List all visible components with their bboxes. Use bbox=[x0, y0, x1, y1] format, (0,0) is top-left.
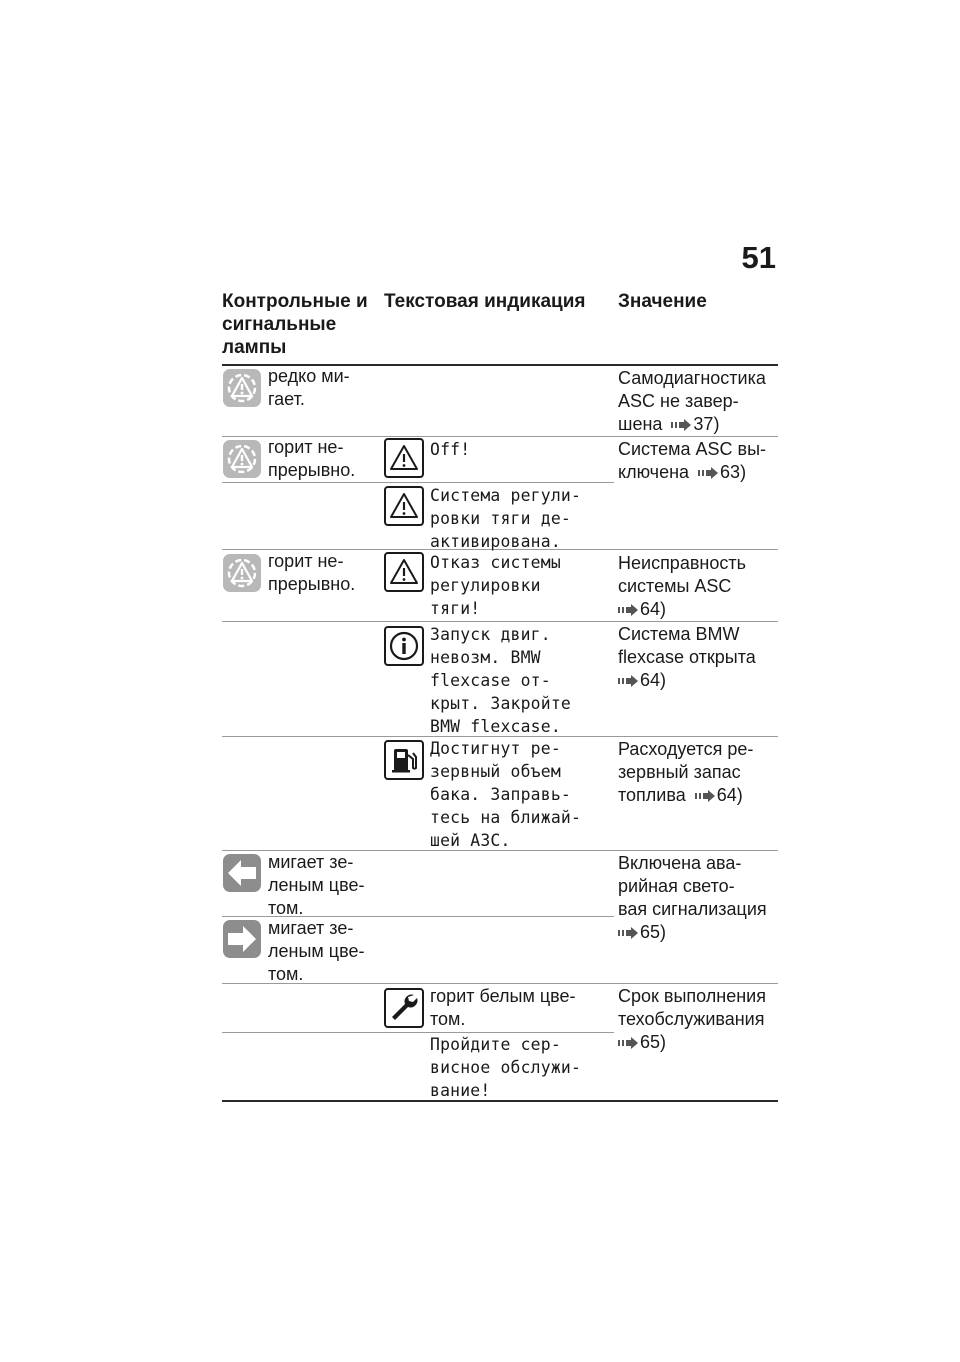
reference-page: 63) bbox=[720, 462, 747, 482]
meaning-body: Расходуется ре- зервный запас топлива bbox=[618, 739, 754, 805]
reference-arrow-icon bbox=[618, 927, 638, 939]
header-lamps: Контрольные и сигнальные лампы bbox=[222, 291, 368, 358]
reference-page: 37) bbox=[693, 414, 720, 434]
meaning-text bbox=[618, 367, 778, 436]
warning-triangle-icon bbox=[384, 486, 424, 526]
meaning-text bbox=[618, 852, 778, 944]
display-text: горит белым цве- том. bbox=[430, 986, 576, 1029]
header-text-indication: Текстовая индикация bbox=[384, 291, 586, 312]
meaning-body: Срок выполнения техобслуживания bbox=[618, 986, 766, 1029]
reference-arrow-icon bbox=[618, 675, 638, 687]
display-text: Запуск двиг. невозм. BMW flexcase от- крыт. Закройте BMW flexcase. bbox=[430, 625, 571, 736]
asc-warning-icon bbox=[223, 440, 261, 478]
fuel-pump-icon bbox=[384, 740, 424, 780]
reference-page: 64) bbox=[640, 599, 667, 619]
wrench-service-icon bbox=[384, 988, 424, 1028]
lamp-description: редко ми- гает. bbox=[268, 366, 350, 409]
meaning-body: Неисправность системы ASC bbox=[618, 553, 746, 596]
display-text: Отказ системы регулировки тяги! bbox=[430, 553, 561, 618]
meaning-text bbox=[618, 438, 778, 484]
warning-triangle-icon bbox=[384, 438, 424, 478]
lamp-description: горит не- прерывно. bbox=[268, 437, 356, 480]
asc-warning-icon bbox=[223, 554, 261, 592]
reference-page: 65) bbox=[640, 1032, 667, 1052]
display-text: Off! bbox=[430, 440, 471, 459]
page-number: 51 bbox=[741, 240, 776, 275]
reference-arrow-icon bbox=[671, 419, 691, 431]
meaning-text bbox=[618, 738, 778, 807]
asc-warning-icon bbox=[223, 369, 261, 407]
reference-arrow-icon bbox=[698, 467, 718, 479]
turn-signal-right-icon bbox=[223, 920, 261, 958]
meaning-body: Система BMW flexcase открыта bbox=[618, 624, 756, 667]
meaning-body: Включена ава- рийная свето- вая сигнализация bbox=[618, 853, 767, 919]
meaning-text bbox=[618, 552, 778, 621]
display-text: Система регули- ровки тяги де- активирована. bbox=[430, 486, 582, 551]
meaning-text bbox=[618, 623, 778, 692]
reference-arrow-icon bbox=[695, 790, 715, 802]
row-divider bbox=[222, 621, 778, 622]
reference-page: 65) bbox=[640, 922, 667, 942]
lamp-description: горит не- прерывно. bbox=[268, 551, 356, 594]
lamp-description: мигает зе- леным цве- том. bbox=[268, 918, 365, 984]
display-text: Пройдите сер- висное обслужи- вание! bbox=[430, 1035, 582, 1100]
row-divider bbox=[222, 482, 614, 483]
meaning-body: Система ASC вы- ключена bbox=[618, 439, 766, 482]
reference-page: 64) bbox=[640, 670, 667, 690]
warning-triangle-icon bbox=[384, 552, 424, 592]
info-icon bbox=[384, 626, 424, 666]
turn-signal-left-icon bbox=[223, 854, 261, 892]
meaning-body: Самодиагностика ASC не завер- шена bbox=[618, 368, 766, 434]
header-meaning: Значение bbox=[618, 291, 707, 312]
meaning-text bbox=[618, 985, 778, 1054]
reference-arrow-icon bbox=[618, 604, 638, 616]
display-text: Достигнут ре- зервный объем бака. Заправь- тесь на ближай- шей АЗС. bbox=[430, 739, 582, 850]
lamp-description: мигает зе- леным цве- том. bbox=[268, 852, 365, 918]
reference-arrow-icon bbox=[618, 1037, 638, 1049]
reference-page: 64) bbox=[716, 785, 743, 805]
